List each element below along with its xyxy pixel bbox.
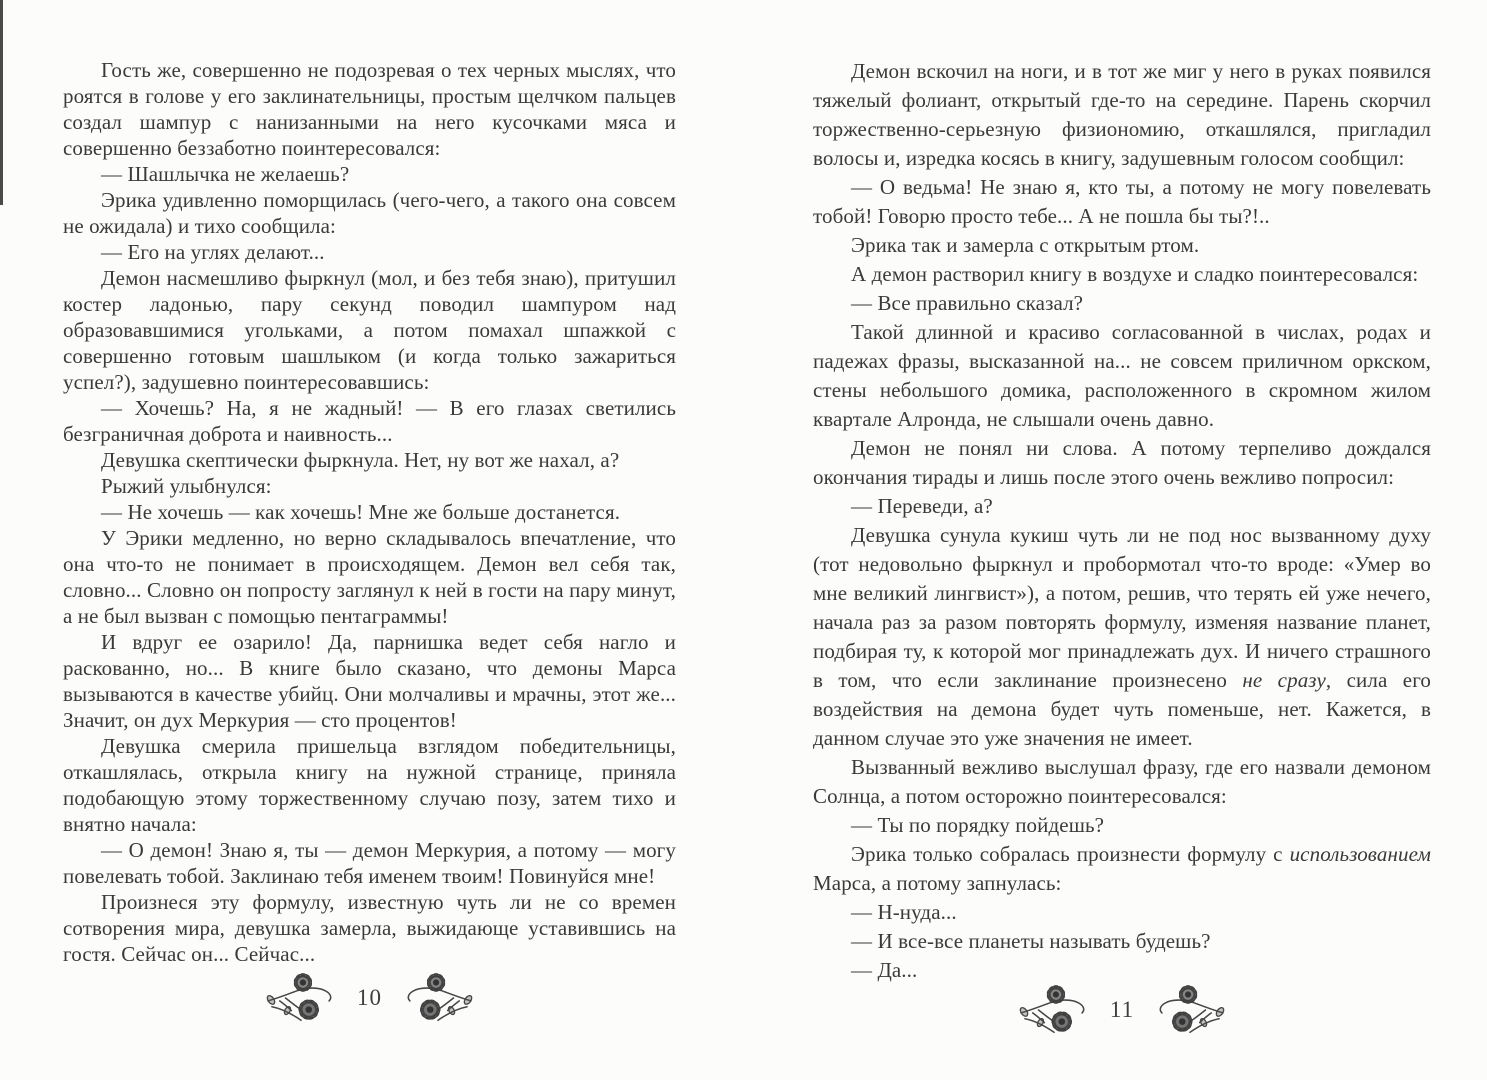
text-run: — Хочешь? На, я не жадный! — В его глазах светились безграничная доброта и наивность... [63,396,676,446]
text-run: — Его на углях делают... [101,240,325,264]
text-run: Девушка смерила пришельца взглядом победительницы, откашлялась, открыла книгу на нужной странице, приняла подобающую этому торжественному случаю позу, затем тихо и внятно начала: [63,734,676,836]
text-run: Демон вскочил на ноги, и в тот же миг у него в руках появился тяжелый фолиант, открытый где-то на середине. Парень скорчил торжественно-серьезную физиономию, откашлялся, пригладил волосы и, изредка косясь в книгу, задушевным голосом сообщил: [813,59,1431,170]
paragraph [813,492,1431,521]
floral-ornament-icon [1152,980,1228,1040]
emphasized-text-run: использованием [1289,842,1431,866]
paragraph [63,239,676,265]
text-run: , сила его воздействия на демона будет чуть поменьше, нет. Кажется, в данном случае это уже значения не имеет. [813,668,1431,750]
paragraph [813,434,1431,492]
text-run: Девушка скептически фыркнула. Нет, ну вот же нахал, а? [101,448,620,472]
floral-ornament-icon [1016,980,1092,1040]
scan-edge-artifact [0,0,3,205]
text-run: — О демон! Знаю я, ты — демон Меркурия, а потому — могу повелевать тобой. Заклинаю тебя именем твоим! Повинуйся мне! [63,838,676,888]
left-page-number: 10 [357,985,382,1010]
text-run: — Н-нуда... [851,900,957,924]
paragraph [813,898,1431,927]
left-page-text [63,57,676,967]
paragraph [813,927,1431,956]
text-run: — Ты по порядку пойдешь? [851,813,1105,837]
text-run: У Эрики медленно, но верно складывалось впечатление, что она что-то не понимает в происходящем. Демон вел себя так, словно... Словно он попросту заглянул к ней в гости на пару минут, а не был вызван с помощью пентаграммы! [63,526,676,628]
text-run: — Да... [851,958,918,982]
paragraph [63,499,676,525]
text-run: — О ведьма! Не знаю я, кто ты, а потому не могу повелевать тобой! Говорю просто тебе... А не пошла бы ты?!.. [813,175,1431,228]
paragraph [813,173,1431,231]
paragraph [813,753,1431,811]
text-run: Марса, а потому запнулась: [813,871,1062,895]
paragraph [63,161,676,187]
text-run: Такой длинной и красиво согласованной в числах, родах и падежах фразы, высказанной на... не совсем приличном оркском, стены небольшого домика, расположенного в скромном жилом квартале Алронда, не слышали очень давно. [813,320,1431,431]
text-run: — И все-все планеты называть будешь? [851,929,1211,953]
text-run: — Переведи, а? [851,494,993,518]
paragraph [813,231,1431,260]
text-run: — Шашлычка не желаешь? [101,162,350,186]
text-run: И вдруг ее озарило! Да, парнишка ведет себя нагло и раскованно, но... В книге было сказано, что демоны Марса вызываются в качестве убийц. Они молчаливы и мрачны, этот же... Значит, он дух Меркурия — сто процентов! [63,630,676,732]
text-run: Гость же, совершенно не подозревая о тех черных мыслях, что роятся в голове у его заклинательницы, простым щелчком пальцев создал шампур с нанизанными на него кусочками мяса и совершенно беззаботно поинтересовался: [63,58,676,160]
text-run: — Все правильно сказал? [851,291,1084,315]
paragraph [63,395,676,447]
text-run: Демон насмешливо фыркнул (мол, и без тебя знаю), притушил костер ладонью, пару секунд поводил шампуром над образовавшимися угольками, а потом помахал шпажкой с совершенно готовым шашлыком (и когда только зажариться успел?), задушевно поинтересовавшись: [63,266,676,394]
floral-ornament-icon [400,968,476,1028]
paragraph [813,260,1431,289]
right-page-number: 11 [1109,997,1135,1022]
text-run: Эрика только собралась произнести формулу с [851,842,1290,866]
right-page-text [813,57,1431,985]
text-run: Рыжий улыбнулся: [101,474,272,498]
paragraph [63,889,676,967]
paragraph [63,187,676,239]
paragraph [63,837,676,889]
paragraph [813,289,1431,318]
text-run: А демон растворил книгу в воздухе и сладко поинтересовался: [851,262,1419,286]
text-run: — Не хочешь — как хочешь! Мне же больше достанется. [101,500,621,524]
paragraph [813,840,1431,898]
paragraph [813,318,1431,434]
left-page-footer [63,968,676,1028]
text-run: Произнеся эту формулу, известную чуть ли не со времен сотворения мира, девушка замерла, выжидающе уставившись на гостя. Сейчас он... Сейчас... [63,890,676,966]
paragraph [813,57,1431,173]
paragraph [63,447,676,473]
paragraph [63,265,676,395]
emphasized-text-run: не сразу [1242,668,1326,692]
right-page-footer [813,980,1431,1040]
paragraph [63,57,676,161]
floral-ornament-icon [263,968,339,1028]
paragraph [63,525,676,629]
paragraph [63,733,676,837]
paragraph [813,521,1431,753]
paragraph [813,811,1431,840]
text-run: Девушка сунула кукиш чуть ли не под нос вызванному духу (тот недовольно фыркнул и пробормотал что-то вроде: «Умер во мне великий лингвист»), а потом, решив, что терять ей уже нечего, начала раз за разом повторять формулу, изменяя название планет, подбирая ту, к которой мог принадлежать дух. И ничего страшного в том, что если заклинание произнесено [813,523,1431,692]
text-run: Эрика удивленно поморщилась (чего-чего, а такого она совсем не ожидала) и тихо сообщила: [63,188,676,238]
paragraph [63,473,676,499]
text-run: Эрика так и замерла с открытым ртом. [851,233,1200,257]
text-run: Вызванный вежливо выслушал фразу, где его назвали демоном Солнца, а потом осторожно поинтересовался: [813,755,1431,808]
text-run: Демон не понял ни слова. А потому терпеливо дождался окончания тирады и лишь после этого очень вежливо попросил: [813,436,1431,489]
paragraph [63,629,676,733]
